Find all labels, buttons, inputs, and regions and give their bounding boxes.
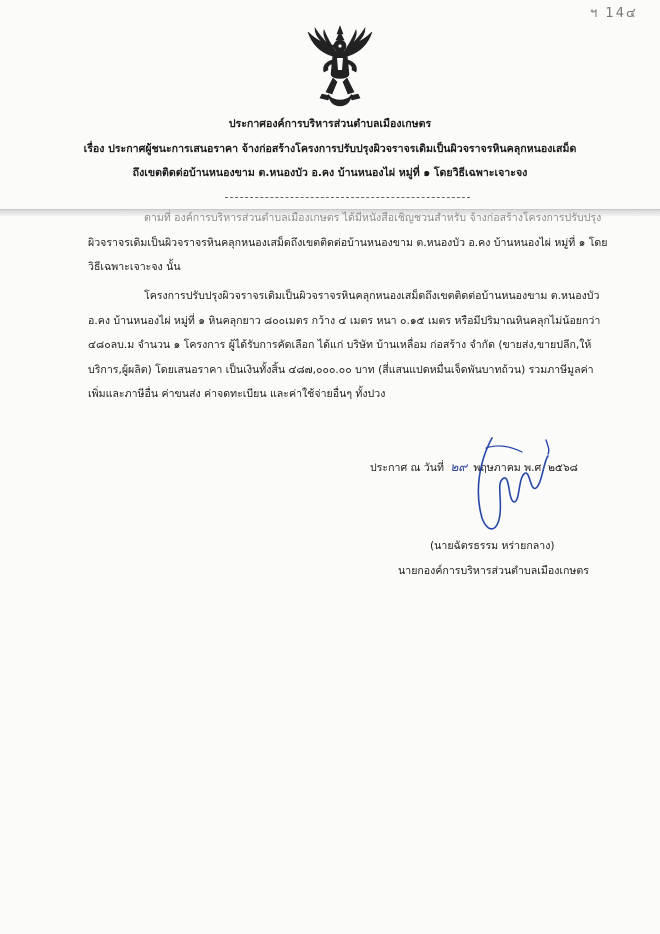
paragraph-1-line: ผิวจราจรเดิมเป็นผิวจราจรหินคลุกหนองเสม็ดถึงเขตติดต่อบ้านหนองขาม ต.หนองบัว อ.คง บ้านหนองไผ่ หมู่ที่ ๑ โดย xyxy=(88,236,608,249)
garuda-emblem-icon xyxy=(306,22,374,110)
paragraph-2-line: ๔๘๐ลบ.ม จำนวน ๑ โครงการ ผู้ได้รับการคัดเลือก ได้แก่ บริษัท บ้านเหลื่อม ก่อสร้าง จำกัด (ขายส่ง,ขายปลีก,ให้ xyxy=(88,339,592,351)
subject-line-1: เรื่อง ประกาศผู้ชนะการเสนอราคา จ้างก่อสร้างโครงการปรับปรุงผิวจราจรเดิมเป็นผิวจราจรหินคลุกหนองเสม็ด xyxy=(83,143,577,155)
paragraph-1-line: วิธีเฉพาะเจาะจง นั้น xyxy=(88,261,181,273)
page-number-mark: ฯ 14๔ xyxy=(590,6,638,21)
handwritten-signature-icon xyxy=(452,430,572,540)
date-prefix: ประกาศ ณ วันที่ xyxy=(370,462,444,474)
paragraph-2-line: บริการ,ผู้ผลิต) โดยเสนอราคา เป็นเงินทั้งสิ้น ๔๘๗,๐๐๐.๐๐ บาท (สี่แสนแปดหมื่นเจ็ดพันบาทถ้วน) รวมภาษีมูลค่า xyxy=(88,363,594,376)
paragraph-1 xyxy=(88,206,628,280)
paragraph-2-line: โครงการปรับปรุงผิวจราจรเดิมเป็นผิวจราจรหินคลุกหนองเสม็ดถึงเขตติดต่อบ้านหนองขาม ต.หนองบัว xyxy=(144,290,600,302)
paragraph-1-line: ตามที่ องค์การบริหารส่วนตำบลเมืองเกษตร ได้มีหนังสือเชิญชวนสำหรับ จ้างก่อสร้างโครงการปรับปรุง xyxy=(144,212,602,224)
issuer-title: ประกาศองค์การบริหารส่วนตำบลเมืองเกษตร xyxy=(228,118,432,130)
paragraph-2 xyxy=(88,284,628,407)
paragraph-2-line: อ.คง บ้านหนองไผ่ หมู่ที่ ๑ หินคลุกยาว ๘๐๐เมตร กว้าง ๔ เมตร หนา ๐.๑๕ เมตร หรือมีปริมาณหินคลุกไม่น้อยกว่า xyxy=(88,314,601,327)
date-day: ๒๙ xyxy=(450,460,468,474)
paragraph-2-line: เพิ่มและภาษีอื่น ค่าขนส่ง ค่าจดทะเบียน และค่าใช้จ่ายอื่นๆ ทั้งปวง xyxy=(88,388,386,400)
date-month-year: พฤษภาคม พ.ศ. ๒๕๖๘ xyxy=(473,462,578,474)
subject-line-2: ถึงเขตติดต่อบ้านหนองขาม ต.หนองบัว อ.คง บ้านหนองไผ่ หมู่ที่ ๑ โดยวิธีเฉพาะเจาะจง xyxy=(132,167,528,179)
signer-name: (นายฉัตรธรรม หร่ายกลาง) xyxy=(430,540,555,552)
header-divider xyxy=(225,197,470,198)
signer-title: นายกองค์การบริหารส่วนตำบลเมืองเกษตร xyxy=(398,565,589,577)
